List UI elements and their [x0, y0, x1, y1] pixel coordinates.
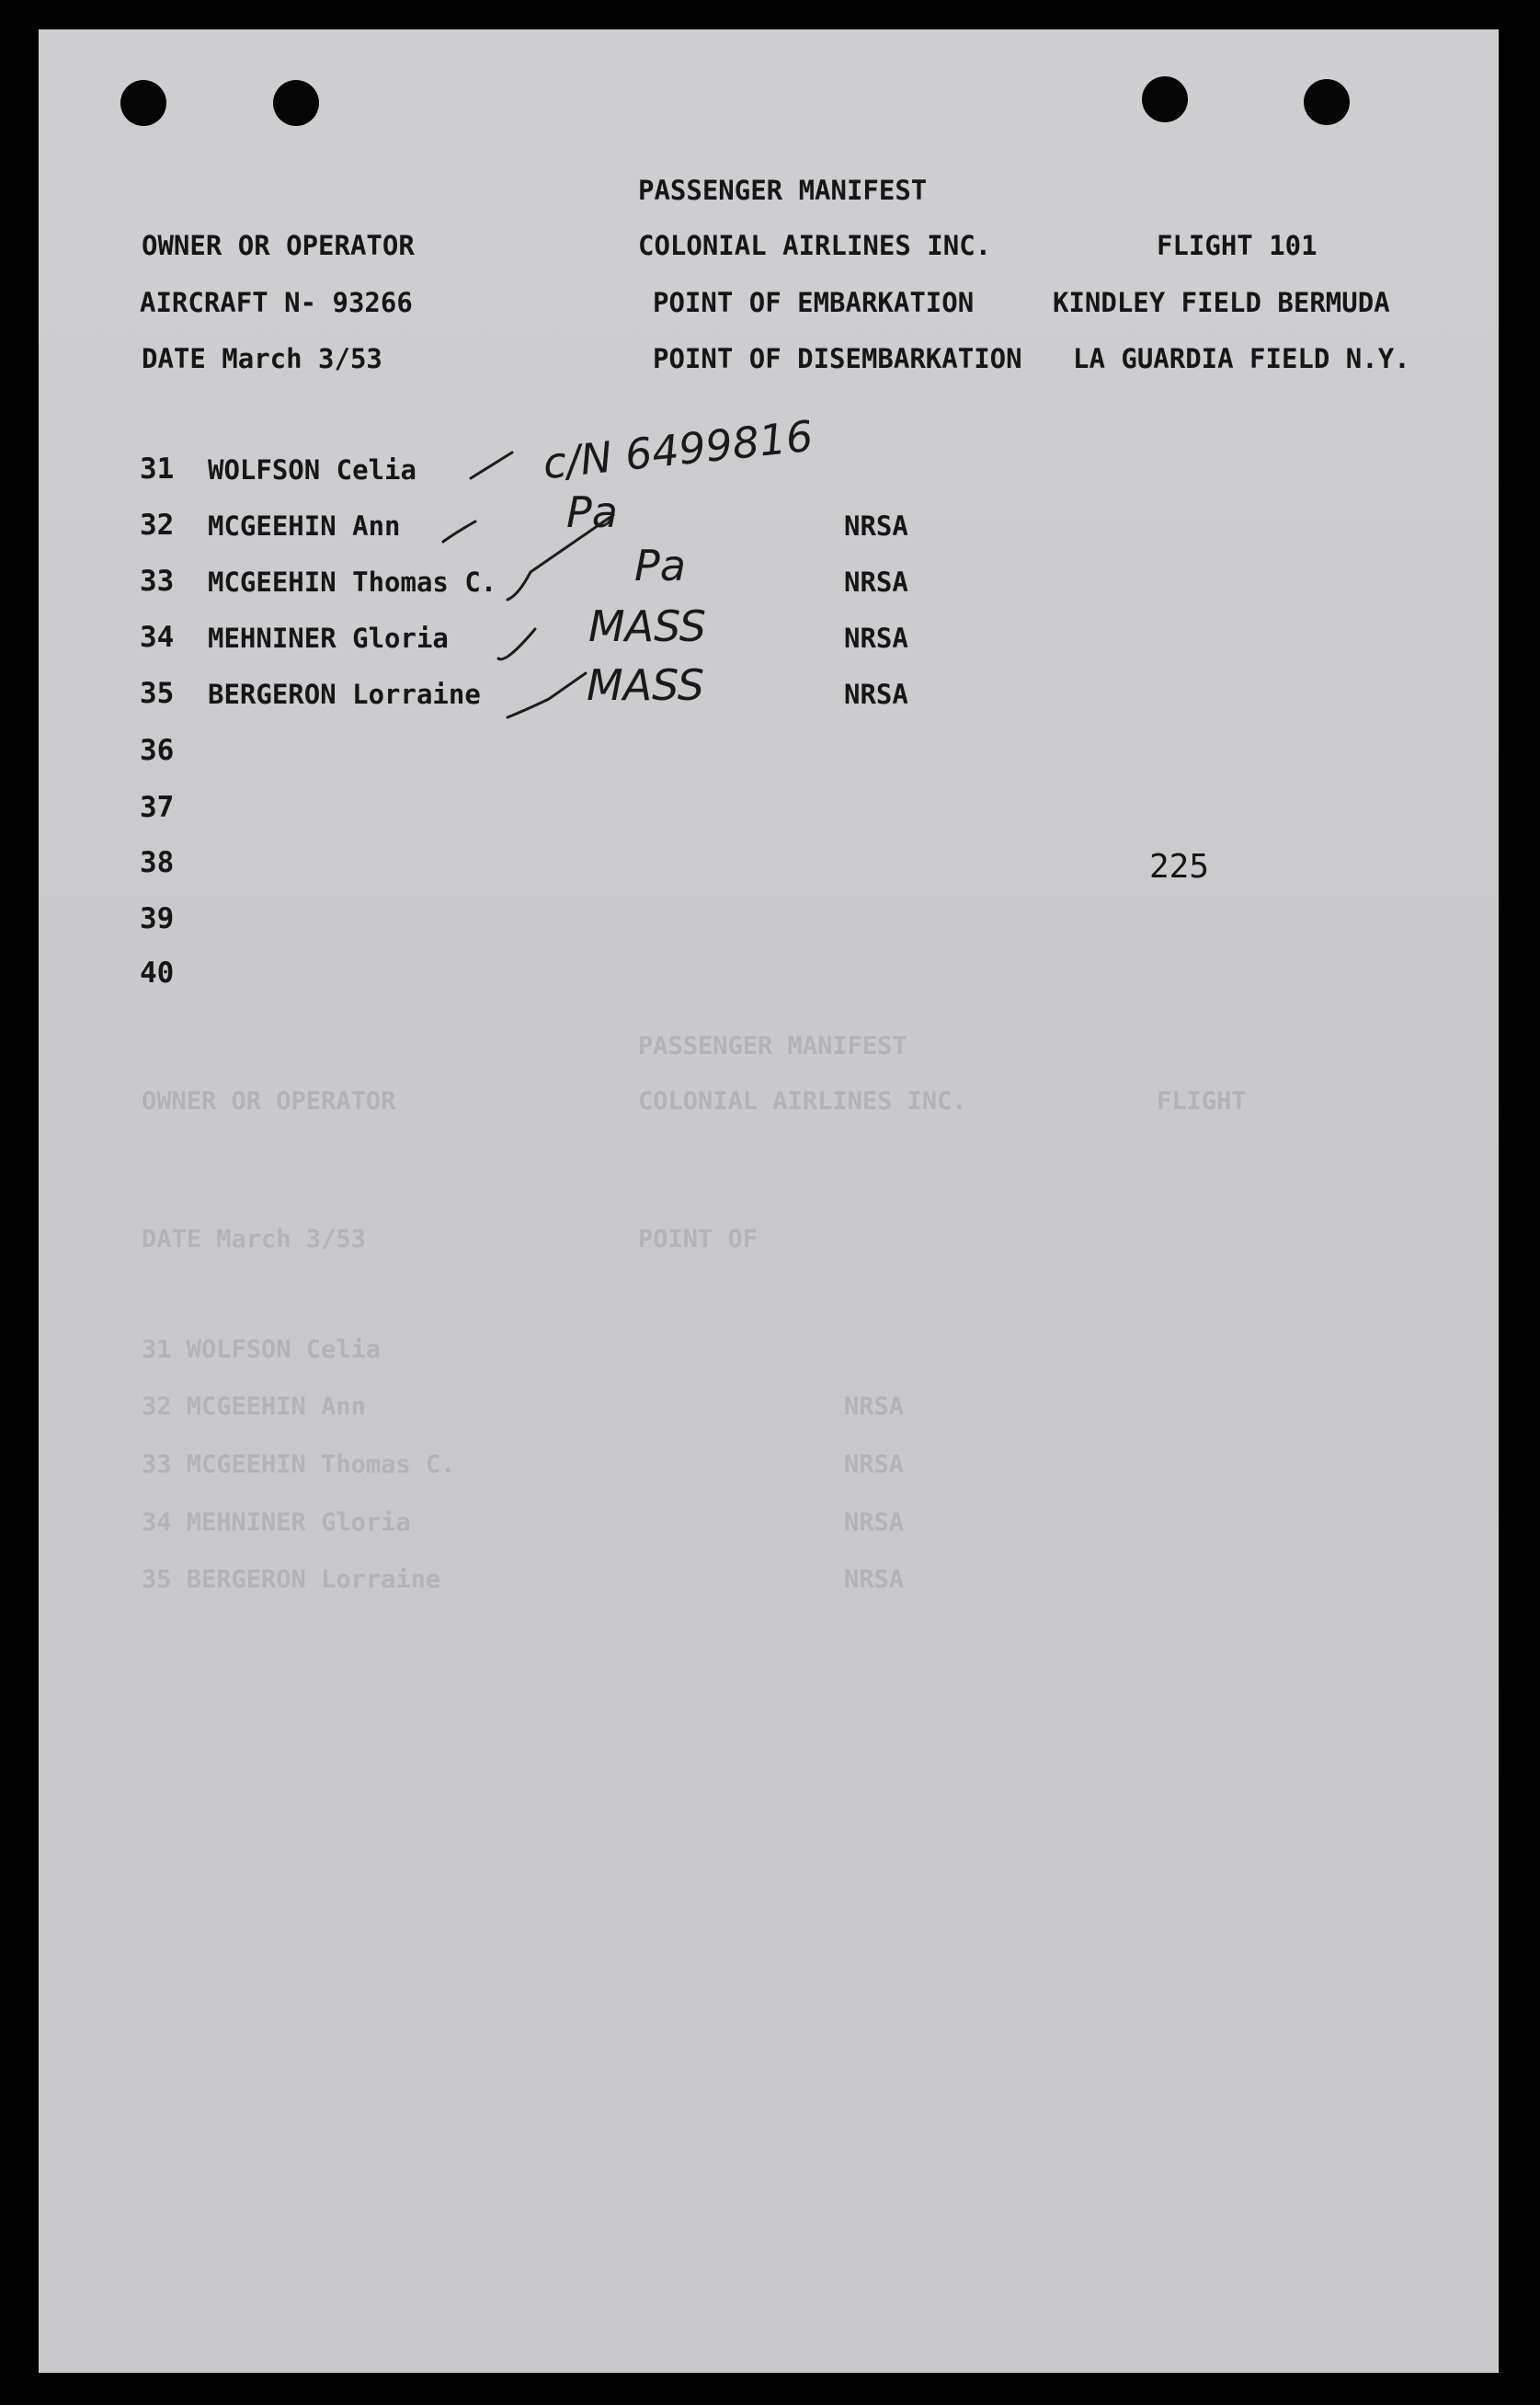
manifest-title: PASSENGER MANIFEST — [638, 175, 928, 206]
handwritten-note: MASS — [587, 660, 704, 710]
passenger-name: MEHNINER Gloria — [208, 623, 449, 654]
bleed-through-text: FLIGHT — [1157, 1087, 1247, 1116]
handwritten-note: Pa — [566, 487, 618, 537]
row-number: 35 — [140, 677, 175, 710]
handwritten-note: c/N 6499816 — [540, 410, 816, 489]
passenger-name: MCGEEHIN Thomas C. — [208, 567, 497, 598]
passenger-status: NRSA — [844, 623, 908, 654]
embarkation-label: POINT OF EMBARKATION — [653, 287, 975, 318]
row-number: 38 — [140, 846, 175, 879]
handwritten-note: MASS — [588, 601, 706, 651]
flight-date: DATE March 3/53 — [142, 343, 382, 374]
aircraft-number: AIRCRAFT N- 93266 — [140, 287, 413, 318]
check-mark-icon — [471, 452, 512, 478]
disembarkation-value: LA GUARDIA FIELD N.Y. — [1073, 343, 1410, 374]
row-number: 34 — [140, 621, 175, 654]
check-mark-icon — [443, 521, 475, 542]
bleed-through-text: NRSA — [844, 1508, 905, 1537]
bleed-through-text: DATE March 3/53 — [142, 1225, 366, 1254]
bleed-through-text: OWNER OR OPERATOR — [142, 1087, 396, 1116]
row-number: 31 — [140, 452, 175, 486]
bleed-through-text: 34 MEHNINER Gloria — [142, 1508, 411, 1537]
row-number: 37 — [140, 791, 175, 824]
bleed-through-text: PASSENGER MANIFEST — [638, 1032, 907, 1060]
disembarkation-label: POINT OF DISEMBARKATION — [653, 343, 1022, 374]
passenger-name: BERGERON Lorraine — [208, 679, 481, 710]
passenger-name: MCGEEHIN Ann — [208, 510, 401, 542]
embarkation-value: KINDLEY FIELD BERMUDA — [1053, 287, 1390, 318]
owner-label: OWNER OR OPERATOR — [142, 230, 415, 261]
row-number: 32 — [140, 509, 175, 542]
bleed-through-text: NRSA — [844, 1450, 905, 1479]
row-number: 40 — [140, 956, 175, 990]
handwritten-note: Pa — [634, 541, 686, 590]
bleed-through-text: 33 MCGEEHIN Thomas C. — [142, 1450, 456, 1479]
manifest-page — [39, 29, 1499, 2373]
bleed-through-text: 32 MCGEEHIN Ann — [142, 1392, 366, 1421]
bleed-through-text: 31 WOLFSON Celia — [142, 1335, 382, 1364]
passenger-name: WOLFSON Celia — [208, 454, 416, 486]
owner-value: COLONIAL AIRLINES INC. — [638, 230, 992, 261]
passenger-status: NRSA — [844, 510, 908, 542]
row-number: 39 — [140, 902, 175, 935]
bleed-through-text: NRSA — [844, 1565, 905, 1594]
row-number: 33 — [140, 565, 175, 598]
check-mark-icon — [498, 629, 535, 659]
bleed-through-text: NRSA — [844, 1392, 905, 1421]
flight-number: FLIGHT 101 — [1157, 230, 1318, 261]
passenger-status: NRSA — [844, 679, 908, 710]
bleed-through-text: COLONIAL AIRLINES INC. — [638, 1087, 967, 1116]
row-number: 36 — [140, 734, 175, 767]
page-number: 225 — [1149, 848, 1210, 886]
bleed-through-text: POINT OF — [638, 1225, 759, 1254]
check-marks — [39, 29, 1499, 2373]
passenger-status: NRSA — [844, 567, 908, 598]
bleed-through-text: 35 BERGERON Lorraine — [142, 1565, 441, 1594]
check-mark-icon — [508, 673, 586, 717]
check-mark-icon — [508, 515, 613, 600]
